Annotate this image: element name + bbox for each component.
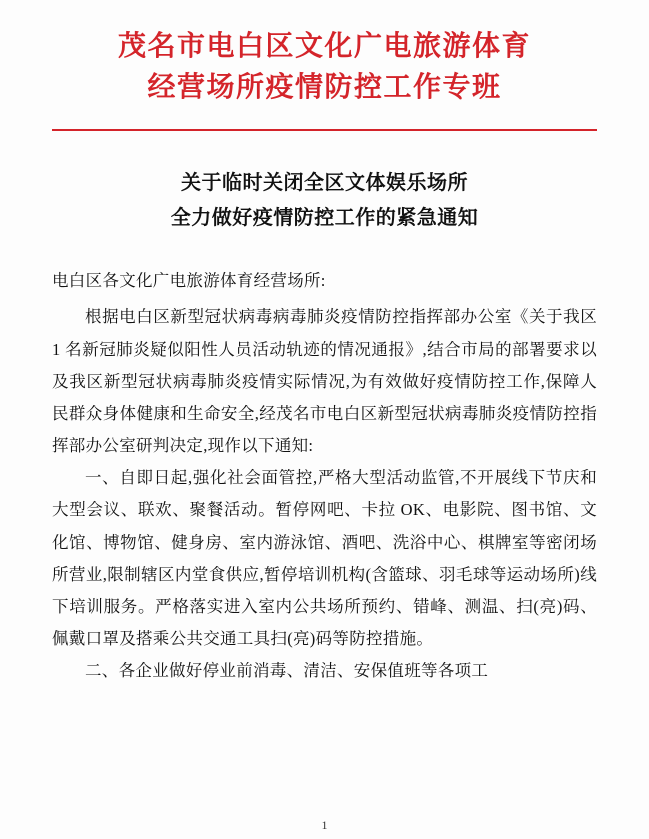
- document-title-line-2: 全力做好疫情防控工作的紧急通知: [170, 205, 479, 230]
- body-paragraph: 根据电白区新型冠状病毒病毒肺炎疫情防控指挥部办公室《关于我区 1 名新冠肺炎疑似阳性人员活动轨迹的情况通报》,结合市局的部署要求以及我区新型冠状病毒肺炎疫情实际情况,为有效做好疫情防控工作,保障人民群众身体健康和生命安全,经茂名市电白区新型冠状病毒肺炎疫情防控指挥部办公室研判决定,现作以下通知:: [52, 307, 597, 456]
- salutation: 电白区各文化广电旅游体育经营场所:: [52, 271, 326, 291]
- document-body: [52, 265, 597, 687]
- page-number: 1: [321, 818, 328, 832]
- letterhead-divider: [52, 129, 597, 131]
- letterhead: [0, 0, 649, 107]
- document-title-line-1: 关于临时关闭全区文体娱乐场所: [181, 170, 468, 195]
- document-title: [64, 165, 585, 235]
- body-paragraph: 一、自即日起,强化社会面管控,严格大型活动监管,不开展线下节庆和大型会议、联欢、聚餐活动。暂停网吧、卡拉 OK、电影院、图书馆、文化馆、博物馆、健身房、室内游泳馆、酒吧、洗浴中心、棋牌室等密闭场所营业,限制辖区内堂食供应,暂停培训机构(含篮球、羽毛球等运动场所)线下培训服务。严格落实进入室内公共场所预约、错峰、测温、扫(亮)码、佩戴口罩及搭乘公共交通工具扫(亮)码等防控措施。: [52, 468, 597, 649]
- body-paragraph: 二、各企业做好停业前消毒、清洁、安保值班等各项工: [85, 661, 489, 681]
- letterhead-line-2: 经营场所疫情防控工作专班: [147, 69, 502, 103]
- letterhead-line-1: 茂名市电白区文化广电旅游体育: [117, 29, 531, 62]
